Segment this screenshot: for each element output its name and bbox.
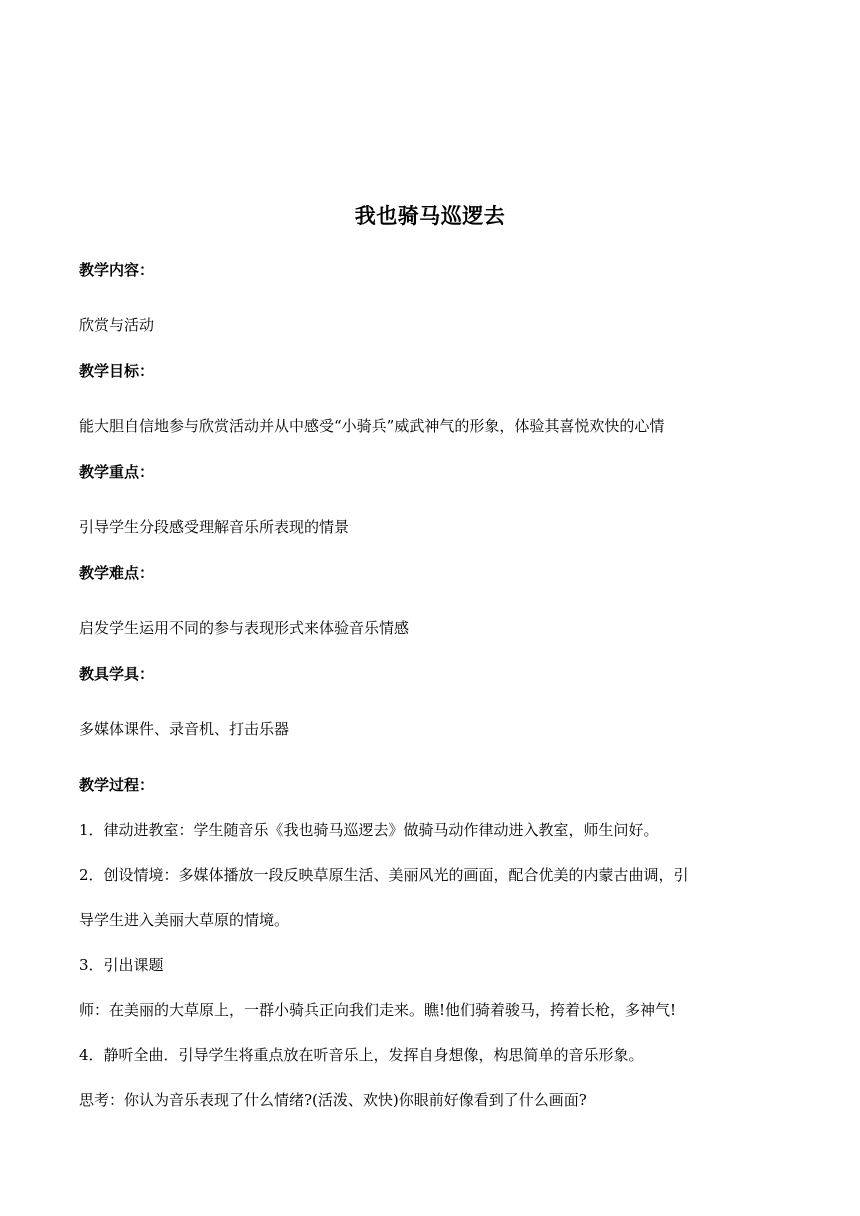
difficulty-text: 启发学生运用不同的参与表现形式来体验音乐情感 (79, 619, 410, 637)
process-line: 3．引出课题 (79, 956, 164, 974)
content-text: 欣赏与活动 (79, 316, 155, 334)
process-line: 2．创设情境：多媒体播放一段反映草原生活、美丽风光的画面，配合优美的内蒙古曲调，引 (79, 866, 689, 884)
process-line: 4．静听全曲．引导学生将重点放在听音乐上，发挥自身想像，构思简单的音乐形象。 (79, 1046, 644, 1064)
difficulty-heading: 教学难点： (79, 564, 155, 582)
goal-heading: 教学目标： (79, 362, 155, 380)
document-title: 我也骑马巡逻去 (354, 203, 506, 228)
content-heading: 教学内容： (79, 261, 155, 279)
tools-heading: 教具学具： (79, 665, 155, 683)
process-heading: 教学过程： (79, 776, 155, 794)
process-line: 1．律动进教室：学生随音乐《我也骑马巡逻去》做骑马动作律动进入教室，师生问好。 (79, 821, 659, 839)
goal-text: 能大胆自信地参与欣赏活动并从中感受“小骑兵”威武神气的形象，体验其喜悦欢快的心情 (79, 417, 665, 435)
process-line: 导学生进入美丽大草原的情境。 (79, 911, 290, 929)
focus-heading: 教学重点： (79, 463, 155, 481)
process-line: 师：在美丽的大草原上，一群小骑兵正向我们走来。瞧!他们骑着骏马，挎着长枪，多神气! (79, 1001, 677, 1019)
focus-text: 引导学生分段感受理解音乐所表现的情景 (79, 518, 350, 536)
tools-text: 多媒体课件、录音机、打击乐器 (79, 720, 290, 738)
process-line: 思考：你认为音乐表现了什么情绪?(活泼、欢快)你眼前好像看到了什么画面? (79, 1091, 587, 1109)
